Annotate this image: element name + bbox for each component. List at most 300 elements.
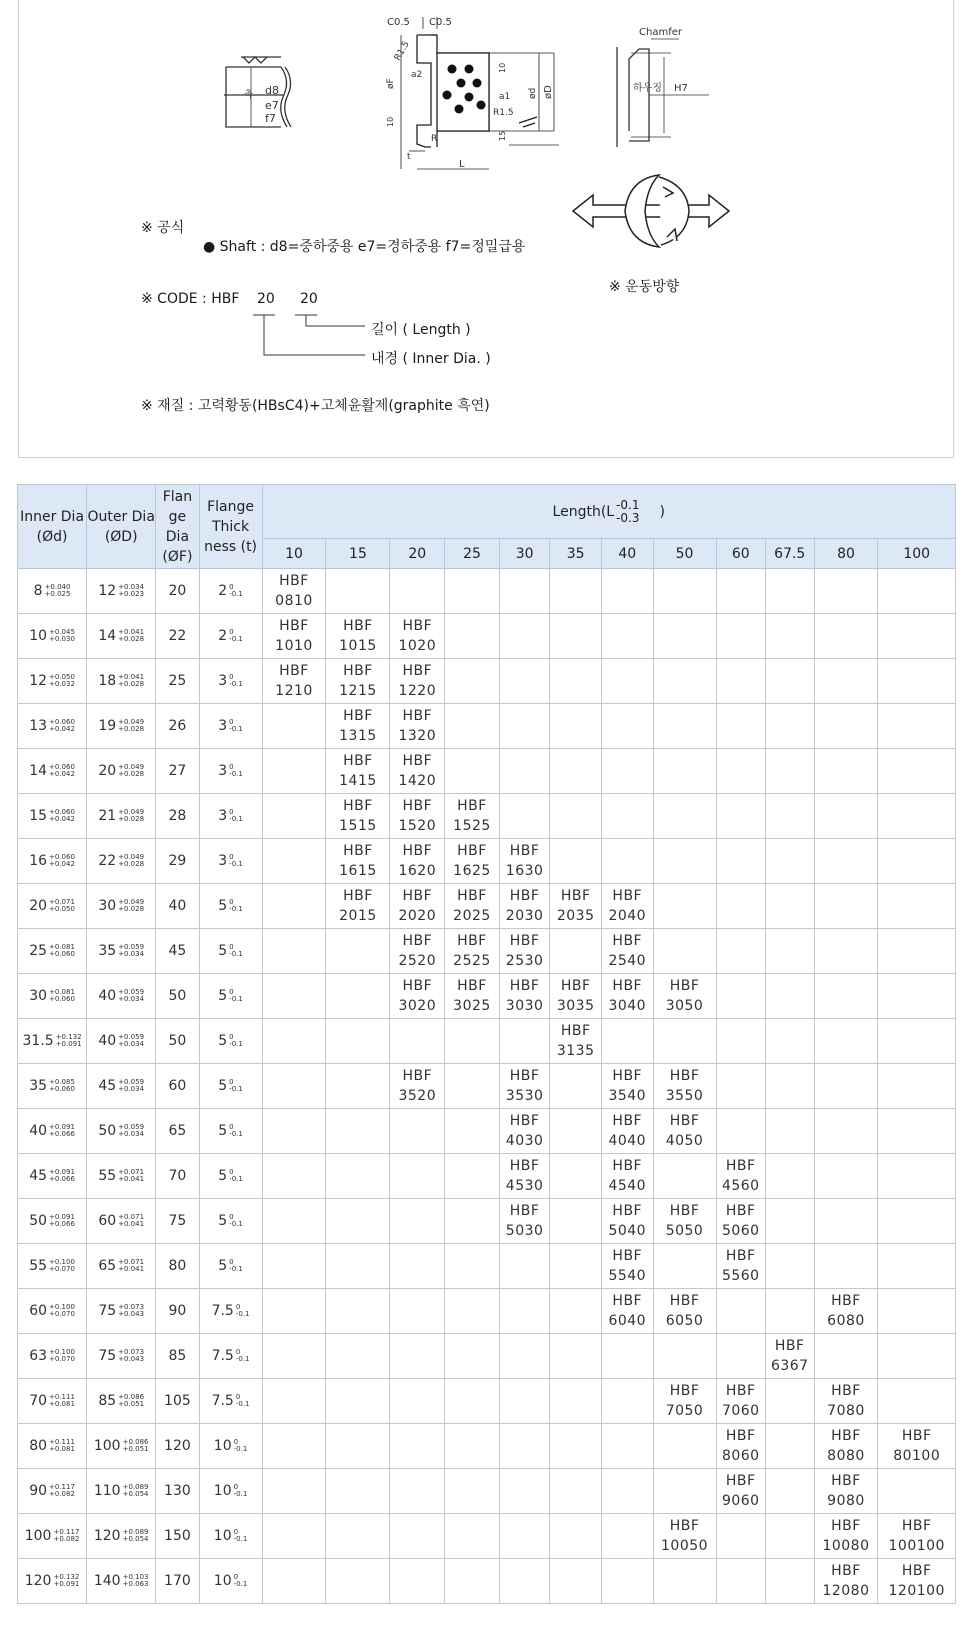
part-code-cell [766, 1064, 814, 1109]
part-code-cell[interactable] [878, 1514, 956, 1559]
outer-dia-cell-value: 12 [98, 583, 117, 599]
outer-dia-cell-value: 50 [98, 1123, 117, 1139]
inner-dia-cell-value: 60 [29, 1303, 48, 1319]
outer-dia-cell-tol-upper: +0.071 [118, 1258, 145, 1266]
shaft-e7: e7 [265, 99, 279, 112]
part-code-cell[interactable] [390, 929, 445, 974]
flange-thickness-cell [199, 839, 262, 884]
outer-dia-cell-value: 21 [98, 808, 117, 824]
part-code-cell [601, 1424, 653, 1469]
part-code-cell [653, 1469, 716, 1514]
inner-dia-cell-tol-upper: +0.117 [53, 1528, 80, 1536]
outer-dia-cell-value: 45 [98, 1078, 117, 1094]
inner-dia-cell [18, 1064, 87, 1109]
part-code-cell [390, 1109, 445, 1154]
part-code-cell[interactable] [653, 1199, 716, 1244]
part-code-cell[interactable] [601, 1289, 653, 1334]
part-code-number: 3025 [453, 998, 491, 1014]
inner-dia-cell-tol-lower: +0.070 [49, 1355, 75, 1363]
part-code-cell[interactable] [814, 1424, 878, 1469]
part-code-prefix: HBF [402, 618, 433, 634]
part-code-cell[interactable] [262, 659, 326, 704]
spec-table-body [18, 569, 956, 1604]
part-code-prefix: HBF [509, 1203, 540, 1219]
part-code-cell[interactable] [445, 974, 500, 1019]
part-code-cell[interactable] [326, 839, 390, 884]
chamfer-right-label: C0.5 [429, 17, 452, 28]
flange-dia-cell: 27 [156, 749, 199, 794]
part-code-cell [814, 704, 878, 749]
part-code-cell[interactable] [601, 974, 653, 1019]
inner-dia-cell-tolerance [49, 1124, 75, 1138]
outer-dia-cell-tol-upper: +0.049 [118, 718, 145, 726]
inner-dia-cell [18, 1109, 87, 1154]
flange-thickness-cell [199, 1379, 262, 1424]
inner-dia-cell-tol-lower: +0.066 [49, 1175, 75, 1183]
outer-dia-cell-tol-lower: +0.043 [118, 1355, 145, 1363]
part-code-cell [445, 1199, 500, 1244]
part-code-number: 2520 [398, 953, 437, 969]
part-code-cell [653, 1244, 716, 1289]
part-code-cell[interactable] [601, 1064, 653, 1109]
inner-dia-cell-tolerance [49, 1304, 75, 1318]
header-length-prefix: Length(L [552, 503, 615, 520]
flange-thickness-cell-tol-lower: -0.1 [229, 1265, 243, 1273]
outer-dia-cell-tol-lower: +0.028 [118, 815, 145, 823]
part-code-cell[interactable] [716, 1379, 766, 1424]
length-header-1: 15 [326, 539, 390, 569]
part-code-cell [499, 614, 550, 659]
part-code-cell [766, 1424, 814, 1469]
dim-d-small-label: ød [528, 87, 538, 99]
part-code-cell [878, 614, 956, 659]
inner-dia-cell-tol-lower: +0.082 [49, 1490, 75, 1498]
part-code-cell [390, 1334, 445, 1379]
flange-thickness-cell-tol-upper: 0 [229, 763, 234, 771]
part-code-number: 3035 [556, 998, 595, 1014]
part-code-cell [653, 1424, 716, 1469]
part-code-cell[interactable] [390, 614, 445, 659]
housing-h7-label: H7 [674, 83, 688, 94]
part-code-cell[interactable] [601, 1109, 653, 1154]
part-code-cell [601, 1379, 653, 1424]
length-header-5: 35 [550, 539, 602, 569]
part-code-cell [550, 569, 602, 614]
part-code-prefix: HBF [457, 843, 487, 859]
inner-dia-cell [18, 1244, 87, 1289]
part-code-cell[interactable] [499, 1109, 550, 1154]
part-code-cell [814, 794, 878, 839]
shaft-d8: d8 [265, 84, 279, 97]
part-code-cell[interactable] [499, 929, 550, 974]
outer-dia-cell [87, 1019, 156, 1064]
part-code-cell[interactable] [653, 1289, 716, 1334]
outer-dia-cell-tol-lower: +0.034 [118, 995, 145, 1003]
part-code-cell [653, 1334, 716, 1379]
part-code-cell [262, 1244, 326, 1289]
part-code-cell [766, 1514, 814, 1559]
part-code-cell [766, 749, 814, 794]
flange-thickness-cell [199, 749, 262, 794]
inner-dia-cell-value: 35 [29, 1078, 48, 1094]
part-code-prefix: HBF [831, 1383, 861, 1399]
flange-thickness-cell-tol-lower: -0.1 [229, 770, 243, 778]
flange-thickness-cell-tol-upper: 0 [233, 1573, 239, 1581]
flange-thickness-cell-tolerance [229, 719, 243, 733]
part-code-cell [878, 1244, 956, 1289]
header-length-tolerance [616, 499, 639, 525]
part-code-cell [601, 1559, 653, 1604]
outer-dia-cell-tol-upper: +0.041 [118, 628, 145, 636]
part-code-cell[interactable] [390, 1064, 445, 1109]
outer-dia-cell [87, 1199, 156, 1244]
inner-dia-cell [18, 884, 87, 929]
length-header-0: 10 [262, 539, 326, 569]
part-code-prefix: HBF [402, 1068, 433, 1084]
part-code-cell[interactable] [653, 1379, 716, 1424]
part-code-cell[interactable] [550, 884, 602, 929]
flange-thickness-cell [199, 1469, 262, 1514]
part-code-cell[interactable] [326, 884, 390, 929]
inner-dia-cell-tol-lower: +0.030 [49, 635, 75, 643]
flange-thickness-cell-tol-lower: -0.1 [233, 1580, 248, 1588]
part-code-cell [716, 749, 766, 794]
outer-dia-cell-tolerance [118, 1304, 144, 1318]
flange-thickness-cell-value: 5 [218, 1168, 228, 1184]
part-code-cell [814, 1109, 878, 1154]
inner-dia-cell-value: 25 [29, 943, 48, 959]
outer-dia-cell-tolerance [118, 1124, 144, 1138]
inner-dia-cell-tol-lower: +0.025 [44, 590, 71, 598]
length-header-7: 50 [653, 539, 716, 569]
shaft-sym: 축 [244, 90, 253, 100]
part-code-cell [878, 839, 956, 884]
part-code-cell [445, 1559, 500, 1604]
outer-dia-cell-tolerance [118, 899, 144, 913]
header-flange-thickness: Flange Thick ness (t) [199, 485, 262, 569]
part-code-cell [262, 1424, 326, 1469]
part-code-cell [814, 839, 878, 884]
header-outer-dia: Outer Dia (ØD) [87, 485, 156, 569]
part-code-cell[interactable] [390, 659, 445, 704]
part-code-cell[interactable] [878, 1424, 956, 1469]
part-code-cell[interactable] [262, 614, 326, 659]
outer-dia-cell-value: 75 [98, 1303, 117, 1319]
table-row [18, 614, 956, 659]
length-header-8: 60 [716, 539, 766, 569]
part-code-cell[interactable] [601, 1154, 653, 1199]
outer-dia-cell-tolerance [118, 1259, 144, 1273]
inner-dia-cell-tol-upper: +0.091 [49, 1213, 75, 1221]
part-code-cell [878, 1289, 956, 1334]
inner-dia-cell-tolerance [49, 1439, 75, 1453]
part-code-number: 4040 [608, 1133, 647, 1149]
outer-dia-cell-value: 60 [98, 1213, 117, 1229]
flange-thickness-cell-tolerance [229, 989, 243, 1003]
part-code-cell[interactable] [653, 1064, 716, 1109]
flange-dia-cell: 26 [156, 704, 199, 749]
inner-dia-cell-tol-upper: +0.132 [53, 1573, 80, 1581]
part-code-cell [445, 1514, 500, 1559]
inner-dia-cell-tolerance [49, 809, 75, 823]
flange-thickness-cell-tolerance [229, 584, 243, 598]
part-code-cell[interactable] [716, 1469, 766, 1514]
part-code-cell [766, 704, 814, 749]
flange-thickness-cell-value: 2 [218, 628, 228, 644]
flange-thickness-cell-tol-upper: 0 [233, 1438, 239, 1446]
flange-dia-cell: 20 [156, 569, 199, 614]
length-header-2: 20 [390, 539, 445, 569]
length-header-3: 25 [445, 539, 500, 569]
outer-dia-cell-tolerance [118, 1169, 144, 1183]
part-code-cell[interactable] [653, 1109, 716, 1154]
part-code-cell[interactable] [499, 839, 550, 884]
inner-dia-cell-tol-lower: +0.060 [49, 950, 75, 958]
part-code-cell[interactable] [390, 704, 445, 749]
chamfer-left-label: C0.5 [387, 17, 410, 28]
part-code-cell[interactable] [499, 884, 550, 929]
inner-dia-cell-value: 45 [29, 1168, 48, 1184]
part-code-cell [445, 1019, 500, 1064]
part-code-prefix: HBF [612, 1293, 643, 1309]
part-code-cell[interactable] [716, 1199, 766, 1244]
part-code-cell[interactable] [601, 884, 653, 929]
inner-dia-cell-tolerance [49, 1349, 75, 1363]
part-code-number: 3040 [608, 998, 647, 1014]
part-code-cell [653, 659, 716, 704]
part-code-cell [878, 749, 956, 794]
outer-dia-cell-value: 30 [98, 898, 117, 914]
part-code-cell[interactable] [814, 1379, 878, 1424]
table-row [18, 1109, 956, 1154]
part-code-number: 12080 [822, 1583, 870, 1599]
table-row [18, 1334, 956, 1379]
inner-dia-cell [18, 1199, 87, 1244]
part-code-cell[interactable] [499, 1154, 550, 1199]
part-code-cell[interactable] [601, 1199, 653, 1244]
part-code-cell [550, 614, 602, 659]
part-code-cell [550, 659, 602, 704]
part-code-cell[interactable] [390, 974, 445, 1019]
inner-dia-cell-tol-upper: +0.100 [49, 1348, 75, 1356]
part-code-prefix: HBF [343, 618, 373, 634]
inner-dia-cell-tol-lower: +0.081 [49, 1445, 75, 1453]
part-code-prefix: HBF [725, 1473, 756, 1489]
inner-dia-cell-tol-upper: +0.040 [44, 583, 71, 591]
flange-thickness-cell [199, 794, 262, 839]
part-code-cell[interactable] [601, 929, 653, 974]
inner-dia-cell-tol-lower: +0.091 [55, 1040, 82, 1048]
flange-thickness-cell-value: 10 [213, 1438, 232, 1454]
part-code-cell[interactable] [390, 749, 445, 794]
flange-thickness-cell-tol-upper: 0 [233, 1483, 239, 1491]
part-code-cell [390, 1289, 445, 1334]
part-code-number: 2025 [453, 908, 491, 924]
part-code-number: 1015 [339, 638, 377, 654]
outer-dia-cell-tolerance [118, 674, 144, 688]
part-code-cell[interactable] [326, 659, 390, 704]
part-code-cell [716, 794, 766, 839]
part-code-cell[interactable] [326, 704, 390, 749]
dim-l-label: L [459, 159, 465, 170]
part-code-cell[interactable] [326, 614, 390, 659]
part-code-cell [326, 1559, 390, 1604]
outer-dia-cell-tol-upper: +0.071 [118, 1168, 145, 1176]
part-code-prefix: HBF [669, 1518, 700, 1534]
part-code-cell[interactable] [390, 884, 445, 929]
outer-dia-cell-tol-lower: +0.028 [118, 905, 145, 913]
part-code-cell[interactable] [550, 1019, 602, 1064]
inner-dia-cell-tolerance [49, 944, 75, 958]
part-code-cell [601, 1514, 653, 1559]
outer-dia-cell [87, 659, 156, 704]
table-row [18, 1019, 956, 1064]
outer-dia-cell [87, 1154, 156, 1199]
part-code-cell [716, 1109, 766, 1154]
part-code-cell [601, 749, 653, 794]
part-code-number: 4050 [665, 1133, 704, 1149]
outer-dia-cell [87, 704, 156, 749]
inner-dia-cell-tol-upper: +0.117 [49, 1483, 75, 1491]
flange-thickness-cell-value: 3 [218, 673, 228, 689]
part-code-prefix: HBF [402, 753, 433, 769]
part-code-cell [326, 1514, 390, 1559]
outer-dia-cell-tolerance [118, 989, 144, 1003]
table-row [18, 569, 956, 614]
inner-dia-cell-value: 16 [29, 853, 48, 869]
part-code-cell[interactable] [716, 1424, 766, 1469]
code-leader-lines [19, 0, 955, 459]
part-code-cell [766, 1199, 814, 1244]
part-code-cell[interactable] [445, 839, 500, 884]
part-code-cell[interactable] [814, 1514, 878, 1559]
part-code-number: 80100 [893, 1448, 941, 1464]
outer-dia-cell-tol-lower: +0.054 [122, 1490, 149, 1498]
inner-dia-cell [18, 1289, 87, 1334]
part-code-cell[interactable] [445, 884, 500, 929]
part-code-cell [601, 569, 653, 614]
outer-dia-cell-value: 14 [98, 628, 117, 644]
part-code-cell[interactable] [653, 974, 716, 1019]
part-code-cell[interactable] [390, 794, 445, 839]
flange-thickness-cell-tol-upper: 0 [233, 1528, 239, 1536]
inner-dia-cell-tol-lower: +0.050 [49, 905, 75, 913]
part-code-cell [550, 794, 602, 839]
outer-dia-cell-tol-lower: +0.041 [118, 1265, 145, 1273]
flange-thickness-cell-tol-lower: -0.1 [235, 1355, 250, 1363]
part-code-cell [499, 1514, 550, 1559]
part-code-prefix: HBF [402, 933, 433, 949]
inner-dia-cell-value: 30 [29, 988, 48, 1004]
part-code-prefix: HBF [669, 1383, 700, 1399]
inner-dia-cell-value: 12 [29, 673, 48, 689]
outer-dia-cell-value: 75 [98, 1348, 117, 1364]
code-inner-dia: 20 [257, 291, 275, 307]
inner-dia-cell-tol-lower: +0.042 [49, 860, 75, 868]
part-code-prefix: HBF [343, 753, 373, 769]
flange-dia-cell: 40 [156, 884, 199, 929]
part-code-cell[interactable] [814, 1289, 878, 1334]
part-code-cell[interactable] [390, 839, 445, 884]
part-code-cell[interactable] [601, 1244, 653, 1289]
part-code-number: 6050 [665, 1313, 704, 1329]
part-code-cell [716, 1019, 766, 1064]
part-code-cell[interactable] [445, 794, 500, 839]
part-code-cell[interactable] [499, 974, 550, 1019]
flange-thickness-cell-tol-upper: 0 [229, 1213, 234, 1221]
flange-thickness-cell [199, 1559, 262, 1604]
flange-dia-cell: 130 [156, 1469, 199, 1514]
length-description: 길이 ( Length ) [371, 322, 471, 338]
part-code-cell[interactable] [326, 794, 390, 839]
part-code-cell [390, 1154, 445, 1199]
inner-dia-cell-tolerance [49, 1169, 75, 1183]
inner-dia-cell-tol-upper: +0.085 [49, 1078, 75, 1086]
part-code-cell [262, 1199, 326, 1244]
outer-dia-cell [87, 749, 156, 794]
dim-15-label: 15 [498, 130, 507, 141]
part-code-cell [653, 1019, 716, 1064]
inner-dia-cell [18, 569, 87, 614]
inner-dia-cell-tol-lower: +0.081 [49, 1400, 75, 1408]
part-code-cell [499, 704, 550, 749]
flange-thickness-cell-tol-upper: 0 [229, 1258, 234, 1266]
flange-thickness-cell [199, 614, 262, 659]
outer-dia-cell-tol-upper: +0.086 [122, 1438, 149, 1446]
part-code-cell[interactable] [326, 749, 390, 794]
part-code-number: 6080 [827, 1313, 865, 1329]
inner-dia-cell-value: 70 [29, 1393, 48, 1409]
part-code-cell[interactable] [878, 1559, 956, 1604]
inner-dia-cell [18, 1154, 87, 1199]
part-code-cell [390, 1514, 445, 1559]
part-code-number: 1415 [339, 773, 377, 789]
part-code-cell[interactable] [814, 1559, 878, 1604]
part-code-cell[interactable] [653, 1514, 716, 1559]
part-code-cell[interactable] [716, 1154, 766, 1199]
part-code-number: 2530 [505, 953, 544, 969]
inner-dia-cell-value: 63 [29, 1348, 48, 1364]
inner-dia-cell-tol-lower: +0.070 [49, 1310, 75, 1318]
part-code-cell[interactable] [262, 569, 326, 614]
part-code-cell [445, 1289, 500, 1334]
part-code-cell [766, 1019, 814, 1064]
part-code-prefix: HBF [831, 1293, 861, 1309]
part-code-number: 1020 [398, 638, 437, 654]
flange-thickness-cell-tol-lower: -0.1 [233, 1490, 248, 1498]
part-code-cell [766, 929, 814, 974]
part-code-prefix: HBF [612, 978, 643, 994]
part-code-prefix: HBF [457, 978, 487, 994]
part-code-number: 9080 [827, 1493, 865, 1509]
flange-dia-cell: 75 [156, 1199, 199, 1244]
outer-dia-cell [87, 1109, 156, 1154]
part-code-cell[interactable] [550, 974, 602, 1019]
table-row [18, 1469, 956, 1514]
part-code-cell[interactable] [814, 1469, 878, 1514]
part-code-cell[interactable] [445, 929, 500, 974]
part-code-cell [550, 1289, 602, 1334]
dim-d-big-label: øD [543, 85, 554, 99]
flange-thickness-cell-tol-upper: 0 [229, 1123, 234, 1131]
part-code-cell[interactable] [499, 1199, 550, 1244]
part-code-cell[interactable] [766, 1334, 814, 1379]
part-code-cell [326, 1424, 390, 1469]
outer-dia-cell-tol-upper: +0.073 [118, 1303, 145, 1311]
part-code-cell[interactable] [499, 1064, 550, 1109]
flange-dia-cell: 85 [156, 1334, 199, 1379]
part-code-cell[interactable] [716, 1244, 766, 1289]
